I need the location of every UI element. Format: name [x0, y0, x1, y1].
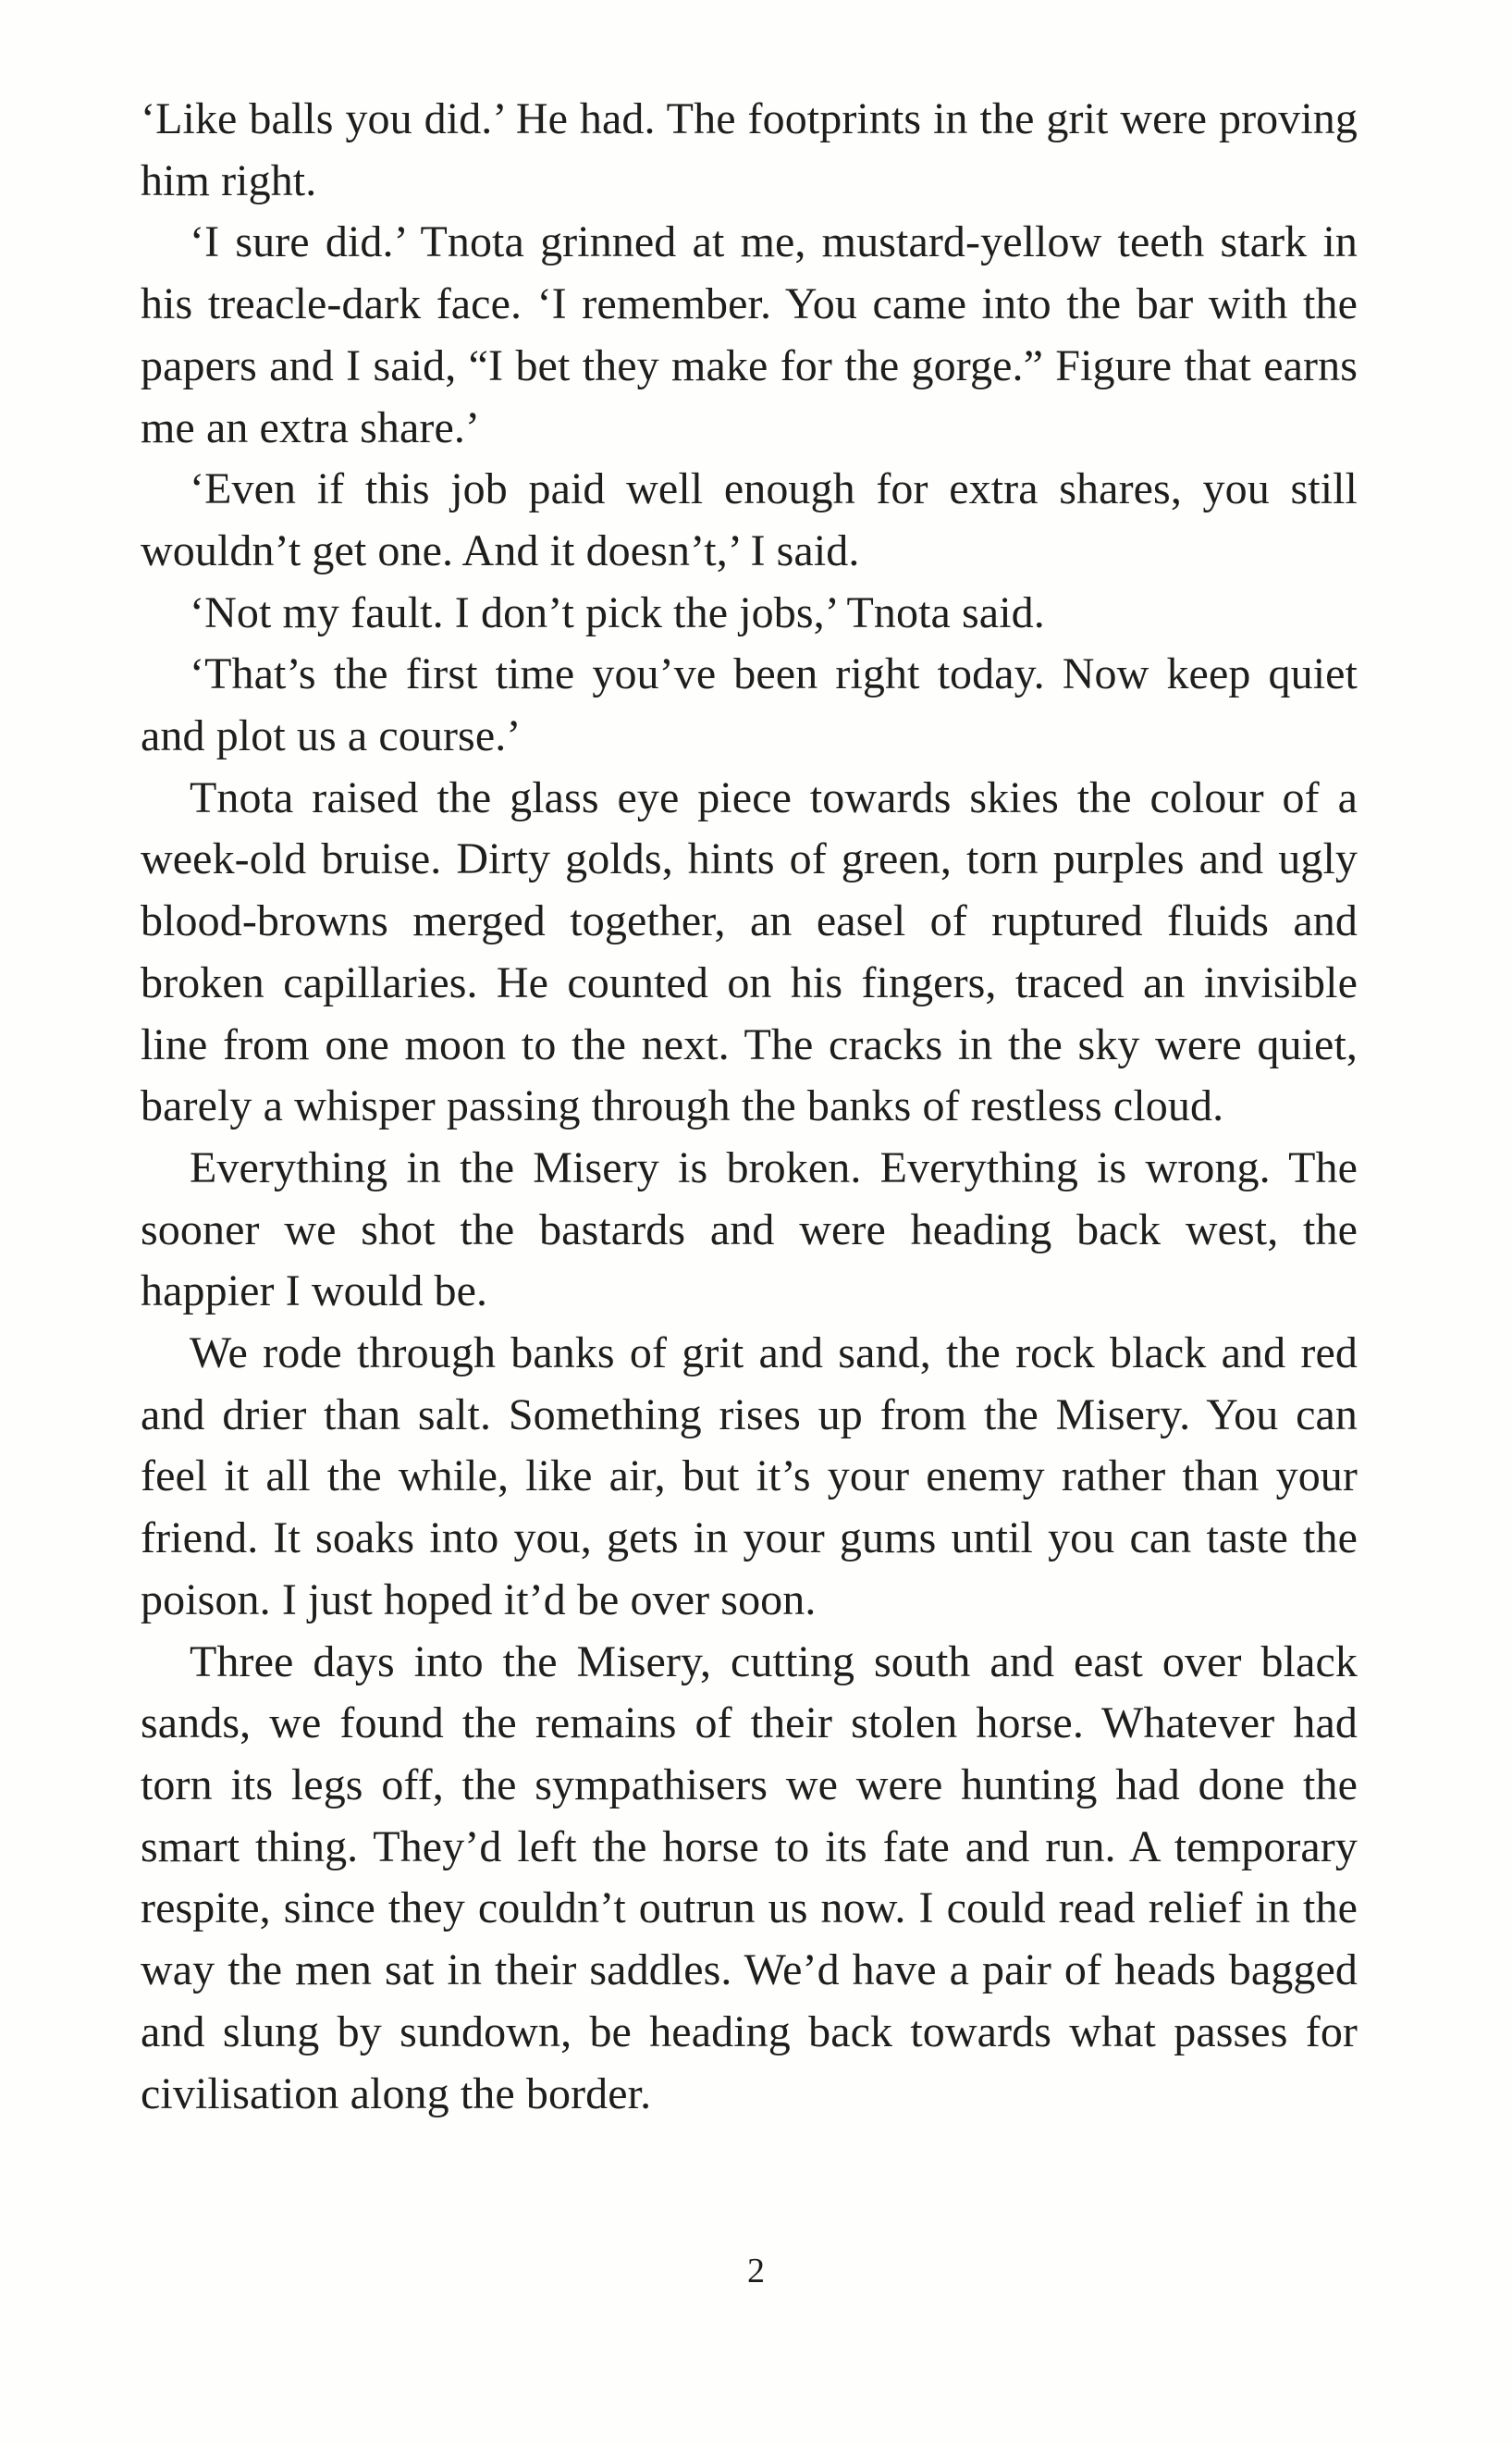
paragraph-8: We rode through banks of grit and sand, the rock black and red and drier than salt. Something rises up from the Misery. You can feel it all the while, like air, but it’s your enemy rather than your friend. It soaks into you, gets in your gums until you can taste the poison. I just hoped it’d be over soon.: [141, 1328, 1358, 1624]
paragraph-7: Everything in the Misery is broken. Everything is wrong. The sooner we shot the bastards and were heading back west, the happier I would be.: [141, 1142, 1358, 1316]
body-text: [141, 89, 1358, 2125]
paragraph-1: ‘Like balls you did.’ He had. The footprints in the grit were proving him right.: [141, 94, 1358, 205]
paragraph-6: Tnota raised the glass eye piece towards skies the colour of a week-old bruise. Dirty golds, hints of green, torn purples and ugly blood-browns merged together, an easel of ruptured fluids and broken capillaries. He counted on his fingers, traced an invisible line from one moon to the next. The cracks in the sky were quiet, barely a whisper passing through the banks of restless cloud.: [141, 772, 1358, 1131]
paragraph-2: ‘I sure did.’ Tnota grinned at me, mustard-yellow teeth stark in his treacle-dark face. ‘I remember. You came into the bar with the papers and I said, “I bet they make for the gorge.” Figure that earns me an extra share.’: [141, 217, 1358, 452]
paragraph-3: ‘Even if this job paid well enough for extra shares, you still wouldn’t get one. And it doesn’t,’ I said.: [141, 464, 1358, 575]
paragraph-9: Three days into the Misery, cutting south and east over black sands, we found the remains of their stolen horse. Whatever had torn its legs off, the sympathisers we were hunting had done the smart thing. They’d left the horse to its fate and run. A temporary respite, since they couldn’t outrun us now. I could read relief in the way the men sat in their saddles. We’d have a pair of heads bagged and slung by sundown, be heading back towards what passes for civilisation along the border.: [141, 1636, 1358, 2118]
paragraph-5: ‘That’s the first time you’ve been right today. Now keep quiet and plot us a course.’: [141, 649, 1358, 761]
page-number: 2: [747, 2252, 765, 2290]
paragraph-4: ‘Not my fault. I don’t pick the jobs,’ Tnota said.: [190, 587, 1045, 637]
